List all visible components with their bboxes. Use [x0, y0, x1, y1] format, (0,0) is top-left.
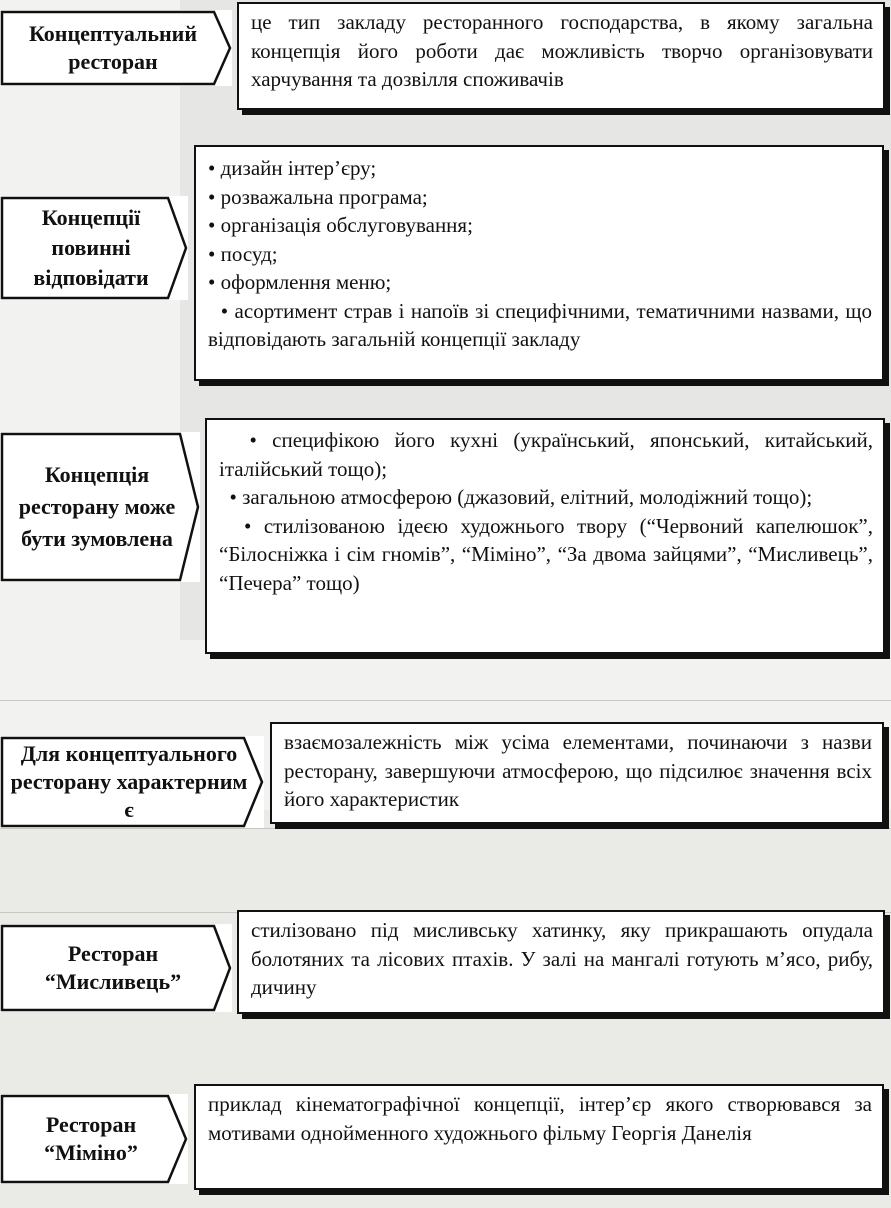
list-item: • організація обслуговування; — [208, 211, 872, 240]
definition-box-restaurant-mimino — [194, 1084, 884, 1190]
list-item: • стилізованою ідеєю художнього твору (“Червоний капелюшок”, “Білосніжка і сім гномів”, “Міміно”, “За двома зайцями”, “Мисливець”, “Печера” тощо) — [219, 512, 873, 598]
term-label-text: Ресторан “Мисливець” — [44, 941, 182, 994]
term-label-text: Концепції повинні відповідати — [33, 205, 149, 290]
definition-text: це тип закладу ресторанного господарства, в якому загальна концепція його роботи дає можливість творчо організовувати харчування та дозвілля споживачів — [251, 10, 873, 91]
list-item: • посуд; — [208, 240, 872, 269]
term-label-text: Концепція ресторану може бути зумовлена — [18, 462, 176, 551]
list-item: • розважальна програма; — [208, 183, 872, 212]
list-item: • загальною атмосферою (джазовий, елітний, молодіжний тощо); — [219, 483, 873, 512]
list-item: • специфікою його кухні (український, японський, китайський, італійський тощо); — [219, 426, 873, 483]
term-label-concept-requirements — [0, 196, 188, 300]
term-label-text: Ресторан “Міміно” — [44, 1112, 138, 1165]
list-item: • оформлення меню; — [208, 268, 872, 297]
background-rule — [0, 700, 891, 701]
term-label-restaurant-hunter — [0, 924, 232, 1012]
list-item: • асортимент страв і напоїв зі специфічними, тематичними назвами, що відповідають загальній концепції закладу — [208, 297, 872, 354]
definition-box-characteristic — [270, 722, 884, 824]
term-label-restaurant-mimino — [0, 1094, 188, 1184]
term-label-characteristic — [0, 736, 264, 828]
term-label-text: Концептуальний ресторан — [28, 21, 198, 74]
requirements-list — [208, 154, 872, 354]
definition-box-conceptual-restaurant — [237, 2, 885, 110]
definition-text: стилізовано під мисливську хатинку, яку прикрашають опудала болотяних та лісових птахів. У залі на мангалі готують м’ясо, рибу, дичину — [251, 918, 873, 999]
list-item: • дизайн інтер’єру; — [208, 154, 872, 183]
conditions-list — [219, 426, 873, 597]
background-rule — [0, 828, 891, 829]
term-label-conceptual-restaurant — [0, 10, 232, 86]
definition-box-restaurant-hunter — [237, 910, 885, 1014]
list-box-concept-requirements — [194, 145, 884, 381]
term-label-text: Для концептуального ресторану характерним є — [10, 741, 248, 822]
term-label-concept-conditioned — [0, 432, 200, 582]
definition-text: приклад кінематографічної концепції, інтер’єр якого створювався за мотивами однойменного художнього фільму Георгія Данелія — [208, 1092, 872, 1145]
definition-text: взаємозалежність між усіма елементами, починаючи з назви ресторану, завершуючи атмосферою, що підсилює значення всіх його характеристик — [284, 730, 872, 811]
list-box-concept-conditioned — [205, 418, 885, 654]
